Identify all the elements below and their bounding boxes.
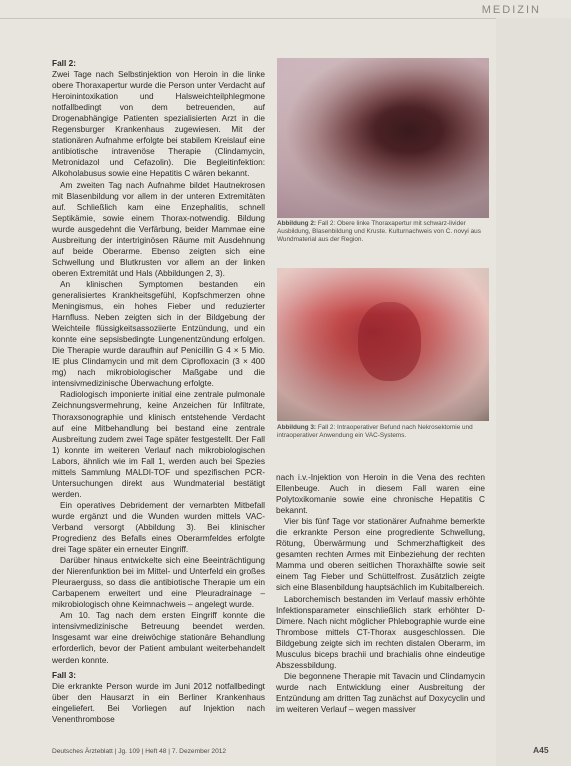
paragraph: Laborchemisch bestanden im Verlauf massiv erhöhte Infektionsparameter einschließlich stark erhöhter D-Dimere. Nach nicht möglicher Phlebographie wurde eine Thrombose mittels CT-Thorax ausgeschlossen. Die Bildgebung zeigte sich im rechten distalen Oberarm, im Musculus biceps brachii und brachialis ohne eindeutige Abszessbildung. <box>276 593 485 670</box>
paragraph: nach i.v.-Injektion von Heroin in die Vena des rechten Ellenbeuge. Auch in diesem Fall waren eine Polytoxikomanie sowie eine chronische Hepatitis C bekannt. <box>276 472 485 516</box>
figure-2-text: Fall 2: Obere linke Thoraxapertur mit schwarz-livider Ausbildung, Blasenbildung und Kruste. Kulturnachweis von C. novyi aus Wundmaterial aus der Region. <box>277 220 481 243</box>
figure-3-photo <box>277 268 489 421</box>
left-column <box>52 58 265 725</box>
paragraph: Zwei Tage nach Selbstinjektion von Heroin in die linke obere Thoraxapertur wurde die Person unter Verdacht auf Heroinintoxikation und Halsweichteilphlegmone notfallbedingt von dem betreuenden, auf Drogenabhängige Patienten spezialisierten Arzt in die Regensburger Krankenhaus zugewiesen. Mit der stationären Aufnahme erfolgte bei stabilem Kreislauf eine antibiotische intravenöse Therapie (Clindamycin, Metronidazol und Cefazolin). Die Begleitinfektion: Alkoholabusus sowie eine Hepatitis C wären bekannt. <box>52 69 265 179</box>
footer-journal: Deutsches Ärzteblatt | Jg. 109 | Heft 48 | 7. Dezember 2012 <box>52 748 227 755</box>
section-label: MEDIZIN <box>481 4 541 16</box>
paragraph: Die erkrankte Person wurde im Juni 2012 notfallbedingt über den Hausarzt in ein Berliner Krankenhaus eingeliefert. Bei Vorliegen auf Injektion nach Venenthrombose <box>52 680 265 724</box>
right-column <box>276 472 485 715</box>
right-margin <box>496 18 571 766</box>
paragraph: Vier bis fünf Tage vor stationärer Aufnahme bemerkte die erkrankte Person eine progrediente Schwellung, Rötung, Überwärmung und Schmerzhaftigkeit des gesamten rechten Armes mit Einbeziehung der rechten Mamma und oberen seitlichen Thoraxhälfte sowie seit einem Tag Fieber und Schüttelfrost. Zusätzlich zeigte sich eine Blasenbildung hauptsächlich im Kubitalbereich. <box>276 516 485 593</box>
figure-2-photo <box>277 58 489 218</box>
header-bar <box>0 0 571 19</box>
figure-3-caption <box>277 424 489 440</box>
case-heading-2: Fall 2: <box>52 58 76 68</box>
paragraph: An klinischen Symptomen bestanden ein generalisiertes Krankheitsgefühl, Kopfschmerzen ohne Meningismus, ein hohes Fieber und reduzierter Harnfluss. Neben zeigten sich in der Bildgebung der Weichteile flüssigkeitsassoziierte Entzündung, und ein konnte eine sepsisbedingte Lungenentzündung erfolgen. Die Therapie wurde daraufhin auf Penicillin G 4 × 5 Mio. IE plus Clindamycin und mit dem Ciprofloxacin (3 × 400 mg) nach mikrobiologischer Maßgabe und die intensivmedizinische Überwachung erfolgte. <box>52 278 265 389</box>
figure-3-text: Fall 2: Intraoperativer Befund nach Nekrosektomie und intraoperativer Anwendung ein VAC-Systems. <box>277 424 473 439</box>
case-heading-3: Fall 3: <box>52 669 76 680</box>
paragraph: Die begonnene Therapie mit Tavacin und Clindamycin wurde nach Entwicklung einer Ausbreitung der Entzündung am dritten Tag zunächst auf Doxycyclin und im weiteren Verlauf – wegen massiver <box>276 670 485 714</box>
paragraph: Am 10. Tag nach dem ersten Eingriff konnte die intensivmedizinische Betreuung beendet werden. Insgesamt war eine dreiwöchige stationäre Behandlung erforderlich, bevor der Patient ambulant weiterbehandelt werden konnte. <box>52 610 265 665</box>
figure-2-label: Abbildung 2: <box>277 220 317 227</box>
page-number: A45 <box>533 745 549 755</box>
paragraph: Ein operatives Debridement der vernarbten Mitbefall wurde ergänzt und die Wunden wurden mittels VAC-Verband versorgt (Abbildung 3). Bei klinischer Progredienz des Befalls eines Oberarmfeldes erfolgte drei Tage später ein erneuter Eingriff. <box>52 499 265 555</box>
figure-2-caption <box>277 220 489 244</box>
figure-3-label: Abbildung 3: <box>277 424 317 431</box>
paragraph: Am zweiten Tag nach Aufnahme bildet Hautnekrosen mit Blasenbildung vor allem in der unteren Extremitäten auf. Schließlich kam eine Enzephalitis, schnell Septikämie, sowie einem Thorax-notwendig. Bildung wurde ausgedehnt die Verfärbung, beider Mammae eine Ausbreitung der intertriginösen Räume mit Ausdehnung auf beide Oberarme. Ebenso zeigten sich eine Schwellung und Blutkrusten vor allem an der linken oberen Extremität und Hals (Abbildungen 2, 3). <box>52 179 265 278</box>
paragraph: Radiologisch imponierte initial eine zentrale pulmonale Zeichnungsvermehrung, keine Anzeichen für Infiltrate, Thoraxsonographie und klinisch entstehende Verdacht auf eine Mitbehandlung bei bestand eine zentrale Ausbreitung zudem zwei Tage später festgestellt. Der Fall 1) konnte im weiteren Verlauf nach mikrobiologischen Labors, ähnlich wie im Fall 1, werden auch bei Spezies mittels Sammlung MALDI-TOF und spezifischen PCR-Untersuchungen direkt aus Wundmaterial bestätigt werden. <box>52 389 265 499</box>
paragraph: Darüber hinaus entwickelte sich eine Beeinträchtigung der Nierenfunktion bei im Mittel- und Unterfeld ein großes Pleuraerguss, so dass die antibiotische Therapie um ein Carbapenem erweitert und eine Pleuradrainage – mikrobiologisch ohne Keimnachweis – angelegt wurde. <box>52 555 265 610</box>
